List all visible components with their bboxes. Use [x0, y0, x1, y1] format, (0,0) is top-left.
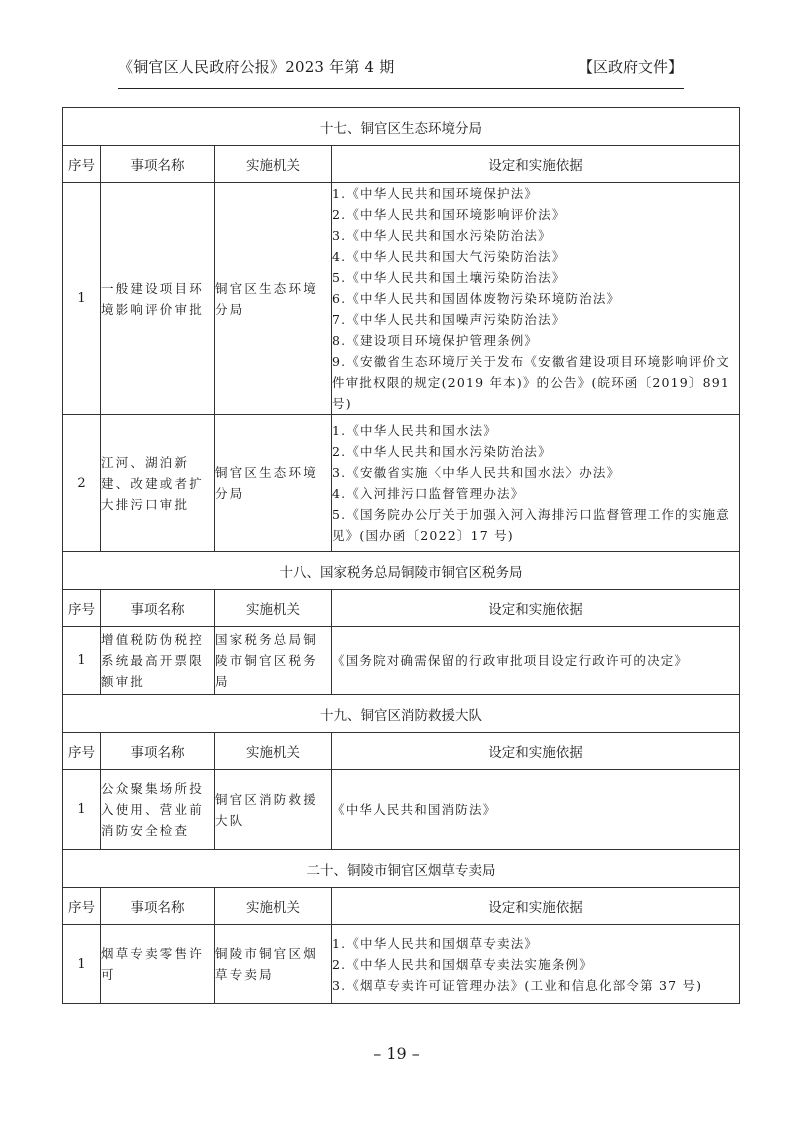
approval-items-table	[62, 107, 740, 1004]
col-seq-header: 序号	[63, 146, 101, 183]
row-basis	[332, 925, 740, 1004]
col-seq-header: 序号	[63, 888, 101, 925]
row-item-name: 一般建设项目环境影响评价审批	[101, 183, 215, 415]
row-agency: 铜陵市铜官区烟草专卖局	[215, 925, 332, 1004]
row-basis	[332, 770, 740, 850]
basis-item: 8.《建设项目环境保护管理条例》	[332, 333, 539, 348]
row-seq: 1	[63, 627, 101, 695]
row-item-name: 江河、湖泊新建、改建或者扩大排污口审批	[101, 415, 215, 552]
row-agency: 国家税务总局铜陵市铜官区税务局	[215, 627, 332, 695]
basis-item: 3.《中华人民共和国水污染防治法》	[332, 228, 552, 243]
col-agency-header: 实施机关	[215, 888, 332, 925]
section-header-row	[63, 108, 740, 146]
basis-item: 《国务院对确需保留的行政审批项目设定行政许可的决定》	[332, 653, 689, 668]
col-seq-header: 序号	[63, 733, 101, 770]
section-title: 二十、铜陵市铜官区烟草专卖局	[63, 850, 740, 888]
row-item-name: 公众聚集场所投入使用、营业前消防安全检查	[101, 770, 215, 850]
basis-item: 3.《烟草专卖许可证管理办法》(工业和信息化部令第 37 号)	[332, 977, 703, 993]
row-seq: 1	[63, 183, 101, 415]
section-title: 十九、铜官区消防救援大队	[63, 695, 740, 733]
basis-item: 2.《中华人民共和国环境影响评价法》	[332, 207, 566, 222]
basis-item: 5.《国务院办公厅关于加强入河入海排污口监督管理工作的实施意见》(国办函〔2022〕17 号)	[332, 507, 730, 543]
basis-item: 7.《中华人民共和国噪声污染防治法》	[332, 312, 566, 327]
row-seq: 1	[63, 770, 101, 850]
row-item-name: 增值税防伪税控系统最高开票限额审批	[101, 627, 215, 695]
table-row	[63, 627, 740, 695]
row-agency: 铜官区生态环境分局	[215, 415, 332, 552]
table-row	[63, 183, 740, 415]
section-header-row	[63, 695, 740, 733]
basis-item: 2.《中华人民共和国烟草专卖法实施条例》	[332, 956, 593, 972]
header-rule	[118, 88, 684, 89]
table-row	[63, 925, 740, 1004]
basis-item: 《中华人民共和国消防法》	[332, 802, 497, 817]
basis-item: 4.《中华人民共和国大气污染防治法》	[332, 249, 566, 264]
row-basis	[332, 183, 740, 415]
row-agency: 铜官区消防救援大队	[215, 770, 332, 850]
section-header-row	[63, 552, 740, 590]
section-header-row	[63, 850, 740, 888]
col-agency-header: 实施机关	[215, 590, 332, 627]
col-item-header: 事项名称	[101, 146, 215, 183]
column-header-row	[63, 733, 740, 770]
section-title: 十七、铜官区生态环境分局	[63, 108, 740, 146]
row-basis	[332, 415, 740, 552]
basis-item: 2.《中华人民共和国水污染防治法》	[332, 444, 552, 459]
table-row	[63, 415, 740, 552]
basis-item: 9.《安徽省生态环境厅关于发布《安徽省建设项目环境影响评价文件审批权限的规定(2019 年本)》的公告》(皖环函〔2019〕891 号)	[332, 354, 731, 411]
basis-item: 1.《中华人民共和国烟草专卖法》	[332, 935, 539, 951]
running-header	[118, 56, 683, 80]
basis-item: 5.《中华人民共和国土壤污染防治法》	[332, 270, 566, 285]
col-item-header: 事项名称	[101, 590, 215, 627]
col-item-header: 事项名称	[101, 888, 215, 925]
section-title: 十八、国家税务总局铜陵市铜官区税务局	[63, 552, 740, 590]
row-item-name: 烟草专卖零售许可	[101, 925, 215, 1004]
col-basis-header: 设定和实施依据	[332, 888, 740, 925]
section-label: 【区政府文件】	[577, 58, 683, 76]
row-seq: 1	[63, 925, 101, 1004]
column-header-row	[63, 590, 740, 627]
column-header-row	[63, 146, 740, 183]
row-seq: 2	[63, 415, 101, 552]
col-item-header: 事项名称	[101, 733, 215, 770]
basis-item: 1.《中华人民共和国水法》	[332, 423, 498, 438]
basis-item: 3.《安徽省实施〈中华人民共和国水法〉办法》	[332, 465, 621, 480]
basis-item: 1.《中华人民共和国环境保护法》	[332, 186, 539, 201]
row-agency: 铜官区生态环境分局	[215, 183, 332, 415]
col-basis-header: 设定和实施依据	[332, 590, 740, 627]
col-basis-header: 设定和实施依据	[332, 733, 740, 770]
basis-item: 4.《入河排污口监督管理办法》	[332, 486, 525, 501]
table-row	[63, 770, 740, 850]
col-agency-header: 实施机关	[215, 733, 332, 770]
col-agency-header: 实施机关	[215, 146, 332, 183]
basis-item: 6.《中华人民共和国固体废物污染环境防治法》	[332, 291, 621, 306]
bulletin-title: 《铜官区人民政府公报》2023 年第 4 期	[118, 58, 395, 76]
column-header-row	[63, 888, 740, 925]
col-seq-header: 序号	[63, 590, 101, 627]
page-number: – 19 –	[373, 1044, 420, 1063]
col-basis-header: 设定和实施依据	[332, 146, 740, 183]
row-basis	[332, 627, 740, 695]
